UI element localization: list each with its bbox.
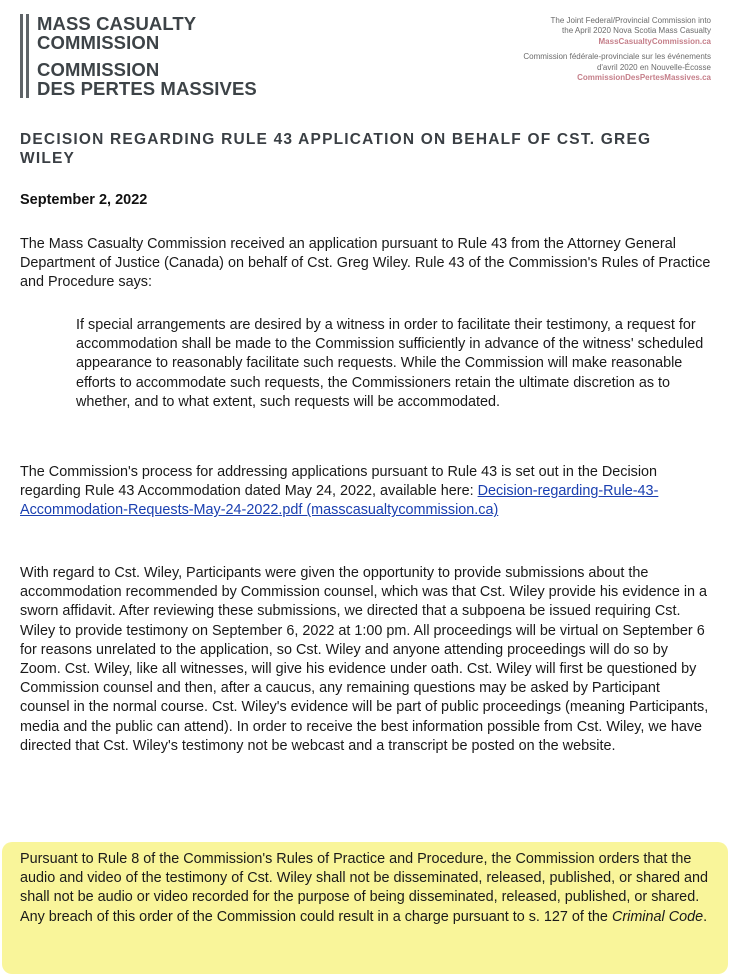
letterhead-fr-line-1: Commission fédérale-provinciale sur les événements	[523, 52, 711, 62]
logo-line-2: COMMISSION	[37, 32, 160, 53]
letterhead-en-line-2: the April 2020 Nova Scotia Mass Casualty	[562, 26, 711, 36]
logo-line-4: DES PERTES MASSIVES	[37, 78, 257, 99]
logo-line-3: COMMISSION	[37, 59, 160, 80]
letterhead-en-line-1: The Joint Federal/Provincial Commission into	[550, 16, 711, 25]
paragraph-order	[20, 850, 712, 927]
logo-line-1: MASS CASUALTY	[37, 13, 197, 34]
decision-pdf-link[interactable]: Decision-regarding-Rule-43-Accommodation-Requests-May-24-2022.pdf (masscasualtycommission.ca)	[20, 483, 659, 519]
paragraph-order-end: .	[703, 908, 708, 925]
document-title: DECISION REGARDING RULE 43 APPLICATION ON BEHALF OF CST. GREG WILEY	[20, 131, 652, 167]
commission-logo	[20, 14, 257, 98]
document-date: September 2, 2022	[20, 192, 148, 208]
rule-43-quote: If special arrangements are desired by a witness in order to facilitate their testimony, a request for accommodation shall be made to the Commission sufficiently in advance of the witness' scheduled appearance to reasonably facilitate such requests. While the Commission will make reasonable efforts to accommodate such requests, the Commissioners retain the ultimate discretion as to whether, and to what extent, such requests will be accommodated.	[76, 317, 704, 410]
letterhead-url-en[interactable]: MassCasualtyCommission.ca	[598, 36, 711, 46]
letterhead-fr-line-2: d'avril 2020 en Nouvelle-Écosse	[596, 62, 711, 72]
paragraph-order-text: Pursuant to Rule 8 of the Commission's Rules of Practice and Procedure, the Commission orders that the audio and video of the testimony of Cst. Wiley shall not be disseminated, released, published, or shared and shall not be audio or video recorded for the purpose of being disseminated, released, published, or shared. Any breach of this order of the Commission could result in a charge pursuant to s. 127 of the	[20, 851, 708, 925]
letterhead-url-fr[interactable]: CommissionDesPertesMassives.ca	[577, 73, 711, 83]
paragraph-intro: The Mass Casualty Commission received an application pursuant to Rule 43 from the Attorney General Department of Justice (Canada) on behalf of Cst. Greg Wiley. Rule 43 of the Commission's Rules of Practice and Procedure says:	[20, 236, 711, 291]
paragraph-wiley: With regard to Cst. Wiley, Participants were given the opportunity to provide submissions about the accommodation recommended by Commission counsel, which was that Cst. Wiley provide his evidence in a sworn affidavit. After reviewing these submissions, we directed that a subpoena be issued requiring Cst. Wiley to provide testimony on September 6, 2022 at 1:00 pm. All proceedings will be virtual on September 6 for reasons unrelated to the application, so Cst. Wiley and anyone attending proceedings will do so by Zoom. Cst. Wiley, like all witnesses, will give his evidence under oath. Cst. Wiley will first be questioned by Commission counsel and then, after a caucus, any remaining questions may be asked by Participant counsel in the normal course. Cst. Wiley's evidence will be part of public proceedings (meaning Participants, media and the public can attend). In order to receive the best information possible from Cst. Wiley, we have directed that Cst. Wiley's testimony not be webcast and a transcript be posted on the website.	[20, 565, 709, 754]
paragraph-process	[20, 463, 712, 521]
criminal-code-italic: Criminal Code	[611, 908, 704, 925]
logo-bars-icon	[20, 14, 29, 98]
paragraph-process-text: The Commission's process for addressing applications pursuant to Rule 43 is set out in the Decision regarding Rule 43 Accommodation dated May 24, 2022, available here:	[20, 464, 658, 500]
letterhead-info	[471, 16, 711, 83]
